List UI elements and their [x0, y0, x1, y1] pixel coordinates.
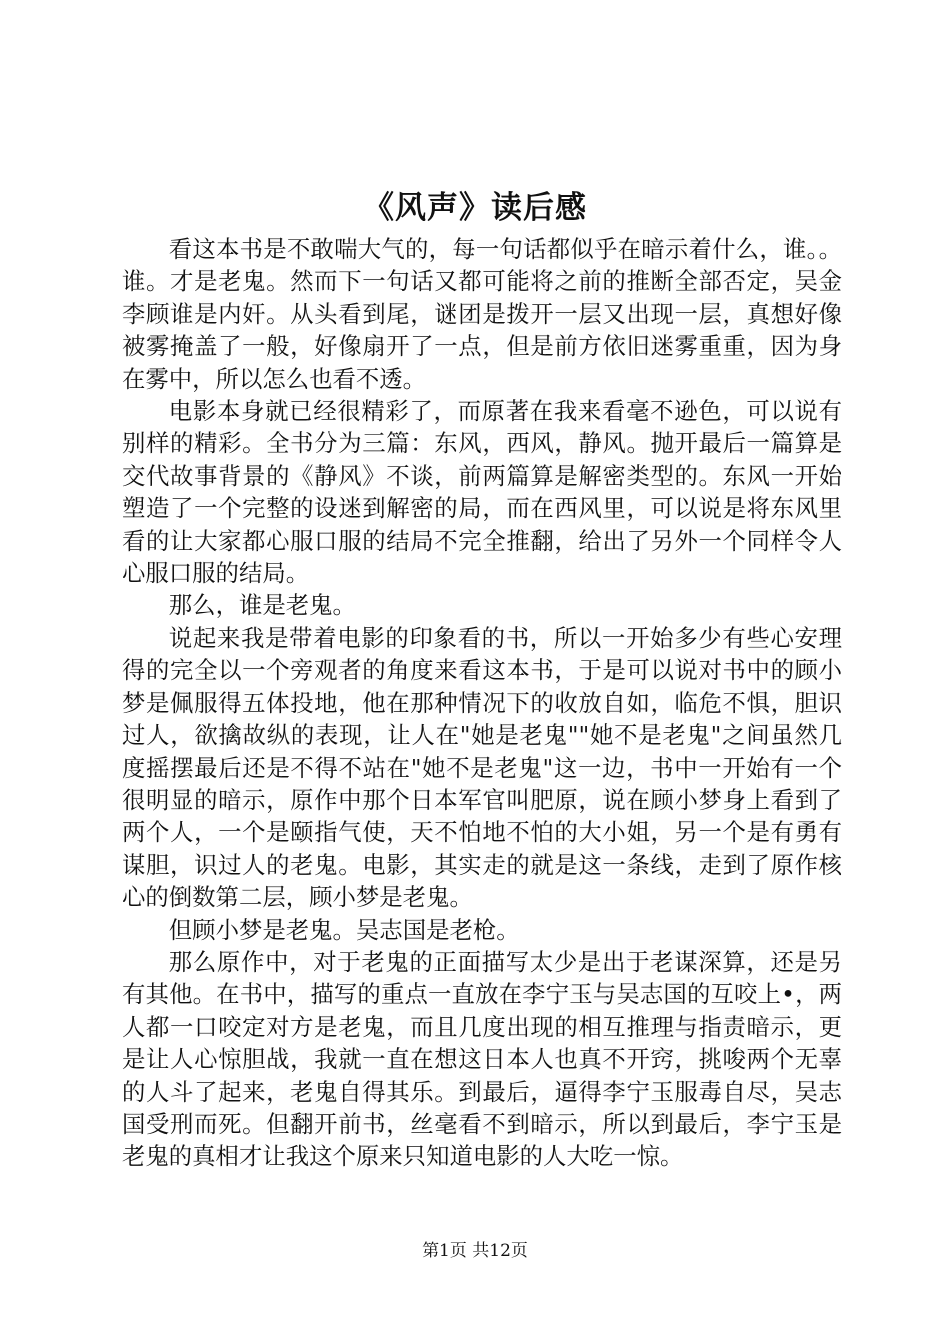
paragraph-6: 那么原作中，对于老鬼的正面描写太少是出于老谋深算，还是另有其他。在书中，描写的重点一直放在李宁玉与吴志国的互咬上•，两人都一口咬定对方是老鬼，而且几度出现的相互推理与指责暗示，更是让人心惊胆战，我就一直在想这日本人也真不开窍，挑唆两个无辜的人斗了起来，老鬼自得其乐。到最后，逼得李宁玉服毒自尽，吴志国受刑而死。但翻开前书，丝毫看不到暗示，所以到最后，李宁玉是老鬼的真相才让我这个原来只知道电影的人大吃一惊。	[122, 947, 842, 1171]
paragraph-5: 但顾小梦是老鬼。吴志国是老枪。	[168, 915, 520, 944]
paragraph-3: 那么，谁是老鬼。	[168, 591, 356, 620]
paragraph-2: 电影本身就已经很精彩了，而原著在我来看毫不逊色，可以说有别样的精彩。全书分为三篇：东风，西风，静风。抛开最后一篇算是交代故事背景的《静风》不谈，前两篇算是解密类型的。东风一开始塑造了一个完整的设迷到解密的局，而在西风里，可以说是将东风里看的让大家都心服口服的结局不完全推翻，给出了另外一个同样令人心服口服的结局。	[122, 397, 842, 588]
paragraph-1: 看这本书是不敢喘大气的，每一句话都似乎在暗示着什么，谁。。谁。才是老鬼。然而下一句话又都可能将之前的推断全部否定，吴金李顾谁是内奸。从头看到尾，谜团是拨开一层又出现一层，真想好像被雾掩盖了一般，好像扇开了一点，但是前方依旧迷雾重重，因为身在雾中，所以怎么也看不透。	[122, 235, 842, 393]
page-number-footer: 第1页 共12页	[422, 1241, 528, 1261]
paragraph-4: 说起来我是带着电影的印象看的书，所以一开始多少有些心安理得的完全以一个旁观者的角度来看这本书，于是可以说对书中的顾小梦是佩服得五体投地，他在那种情况下的收放自如，临危不惧，胆识过人，欲擒故纵的表现，让人在"她是老鬼""她不是老鬼"之间虽然几度摇摆最后还是不得不站在"她不是老鬼"这一边，书中一开始有一个很明显的暗示，原作中那个日本军官叫肥原，说在顾小梦身上看到了两个人，一个是颐指气使，天不怕地不怕的大小姐，另一个是有勇有谋胆，识过人的老鬼。电影，其实走的就是这一条线，走到了原作核心的倒数第二层，顾小梦是老鬼。	[122, 623, 842, 912]
document-body	[122, 233, 842, 1173]
document-title: 《风声》读后感	[363, 190, 587, 226]
